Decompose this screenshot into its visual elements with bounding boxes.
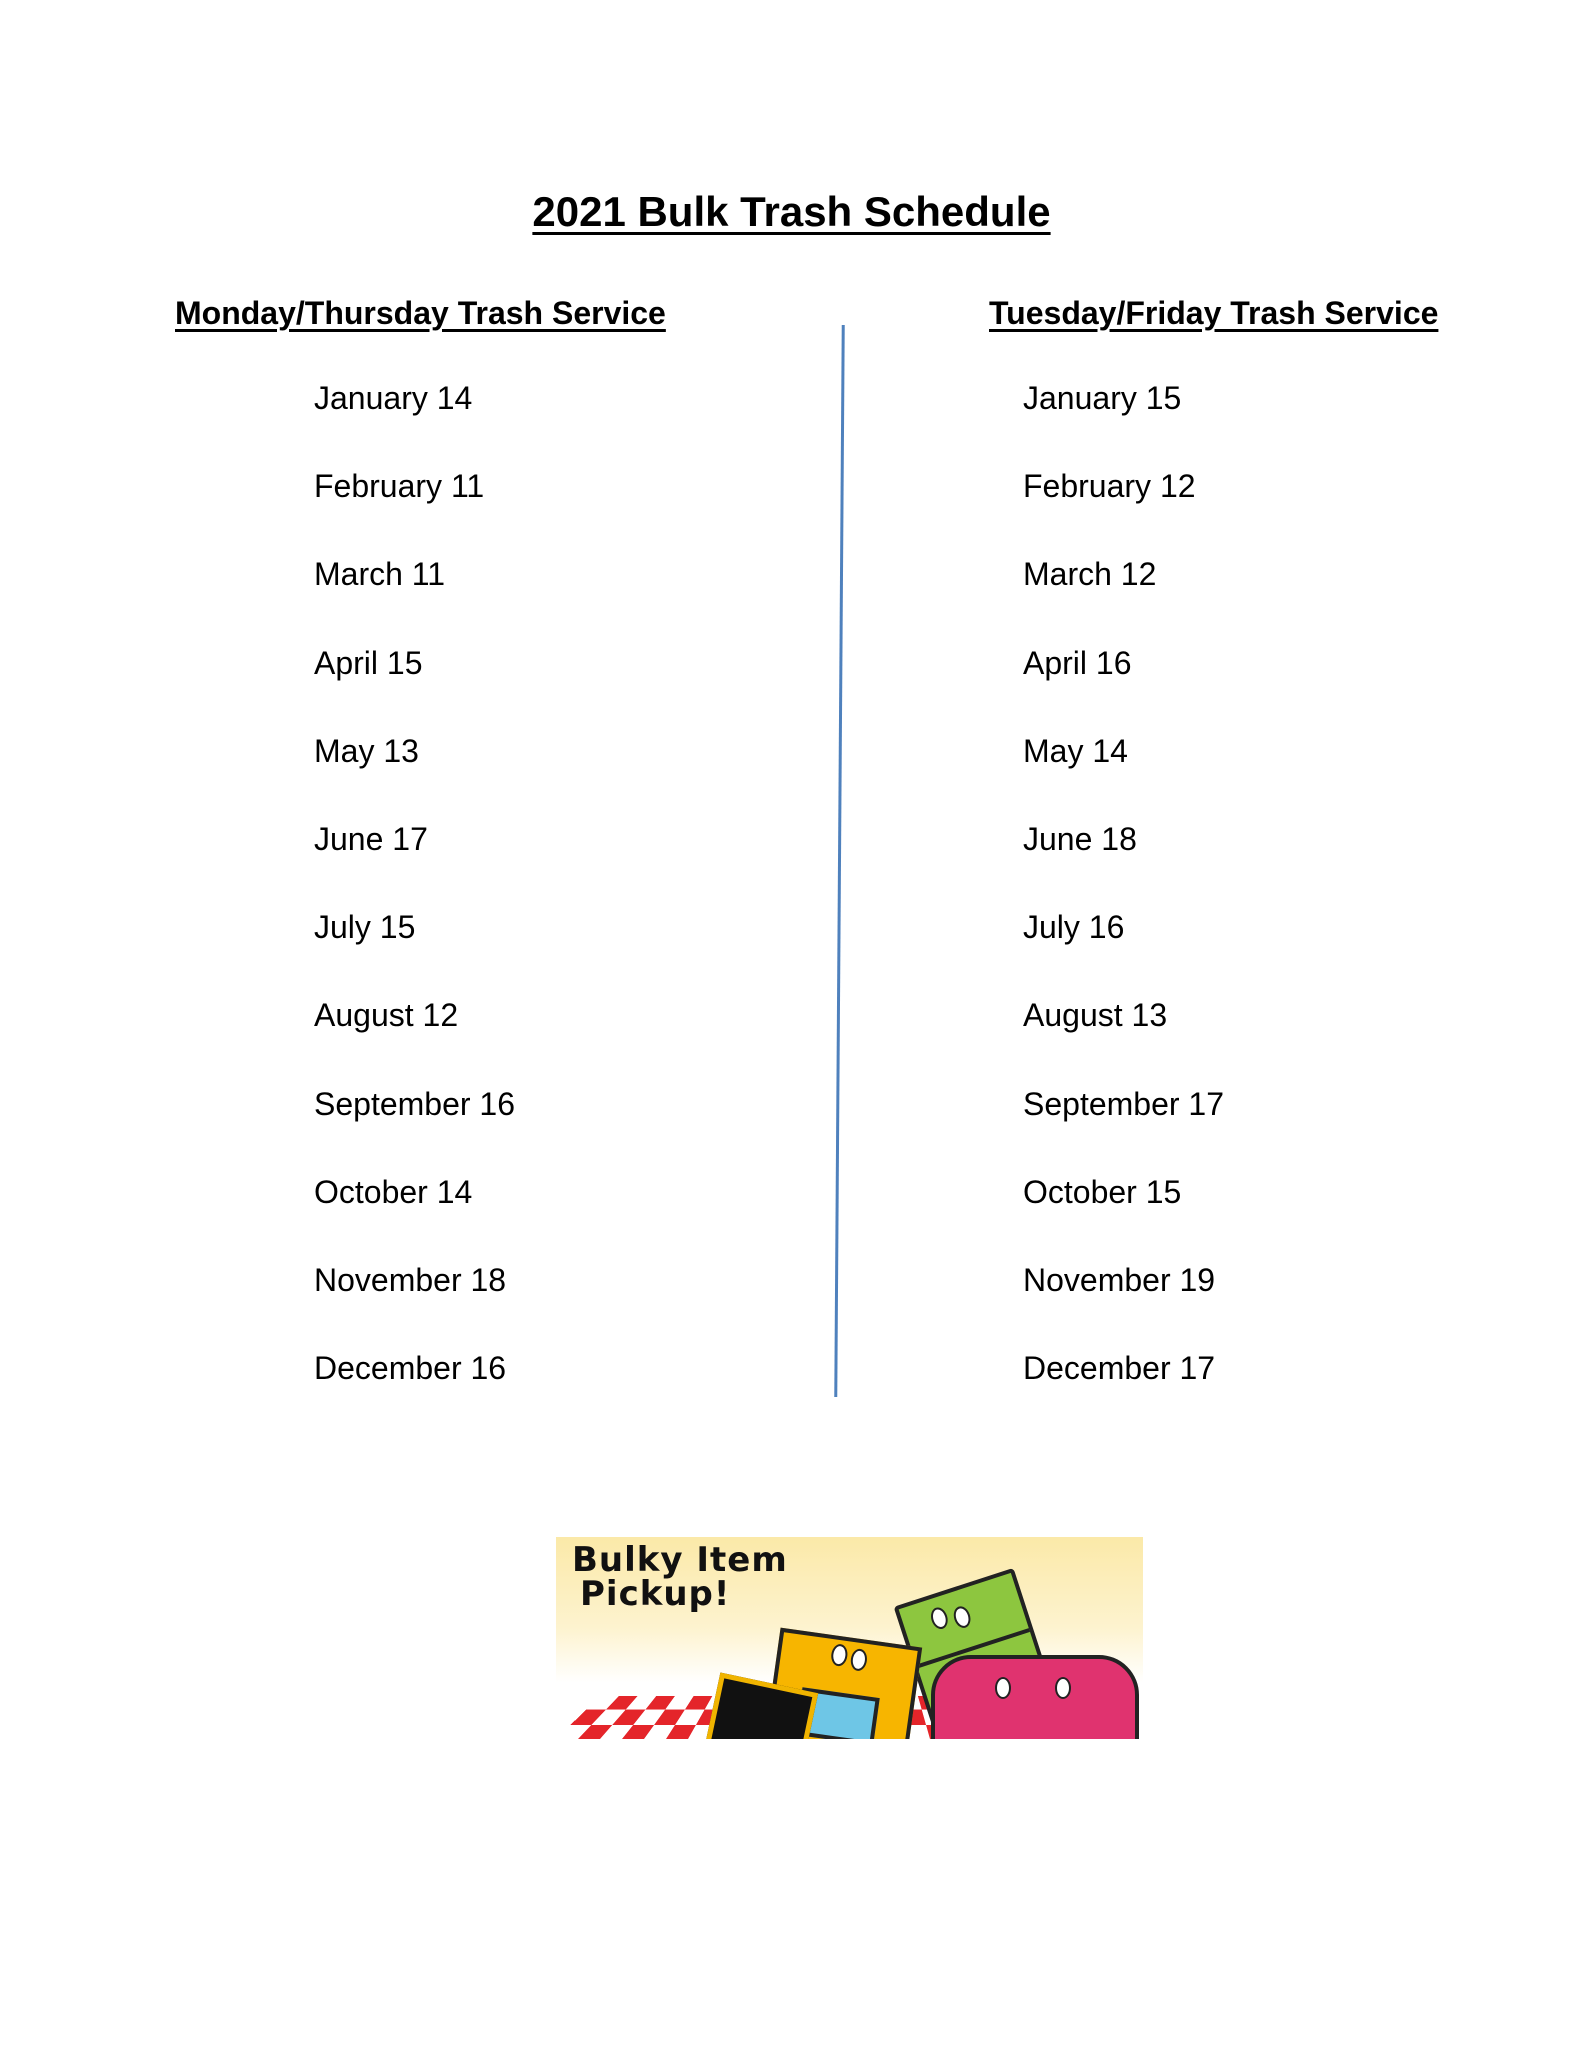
list-item: September 17 (1023, 1085, 1225, 1122)
bulky-item-pickup-banner (556, 1537, 1143, 1739)
column-heading-monday-thursday: Monday/Thursday Trash Service (175, 295, 666, 331)
list-item: September 16 (314, 1085, 516, 1122)
list-item: January 15 (1023, 380, 1182, 416)
sofa-illustration (931, 1655, 1139, 1739)
monday-thursday-date-list (314, 372, 515, 1430)
banner-text (572, 1540, 788, 1614)
banner-line-1: Bulky Item (572, 1540, 788, 1580)
page-title (0, 188, 1583, 236)
tuesday-friday-date-list (1023, 372, 1224, 1430)
list-item: June 17 (314, 820, 428, 857)
list-item: July 15 (314, 909, 416, 946)
list-item: November 18 (314, 1261, 507, 1298)
page-title-text: 2021 Bulk Trash Schedule (532, 188, 1051, 235)
list-item: November 19 (1023, 1261, 1216, 1298)
list-item: January 14 (314, 380, 473, 416)
column-heading-tuesday-friday: Tuesday/Friday Trash Service (989, 295, 1439, 331)
list-item: October 14 (314, 1173, 473, 1210)
banner-line-2: Pickup! (580, 1574, 731, 1614)
list-item: August 13 (1023, 997, 1168, 1034)
list-item: April 16 (1023, 644, 1132, 681)
list-item: July 16 (1023, 909, 1125, 946)
list-item: February 12 (1023, 468, 1196, 505)
list-item: December 16 (314, 1350, 507, 1387)
list-item: March 11 (314, 556, 446, 593)
list-item: February 11 (314, 468, 485, 505)
list-item: May 13 (314, 732, 419, 769)
list-item: May 14 (1023, 732, 1128, 769)
list-item: October 15 (1023, 1173, 1182, 1210)
list-item: December 17 (1023, 1350, 1216, 1387)
list-item: March 12 (1023, 556, 1157, 593)
list-item: August 12 (314, 997, 459, 1034)
column-divider (834, 325, 844, 1397)
list-item: June 18 (1023, 820, 1137, 857)
list-item: April 15 (314, 644, 423, 681)
